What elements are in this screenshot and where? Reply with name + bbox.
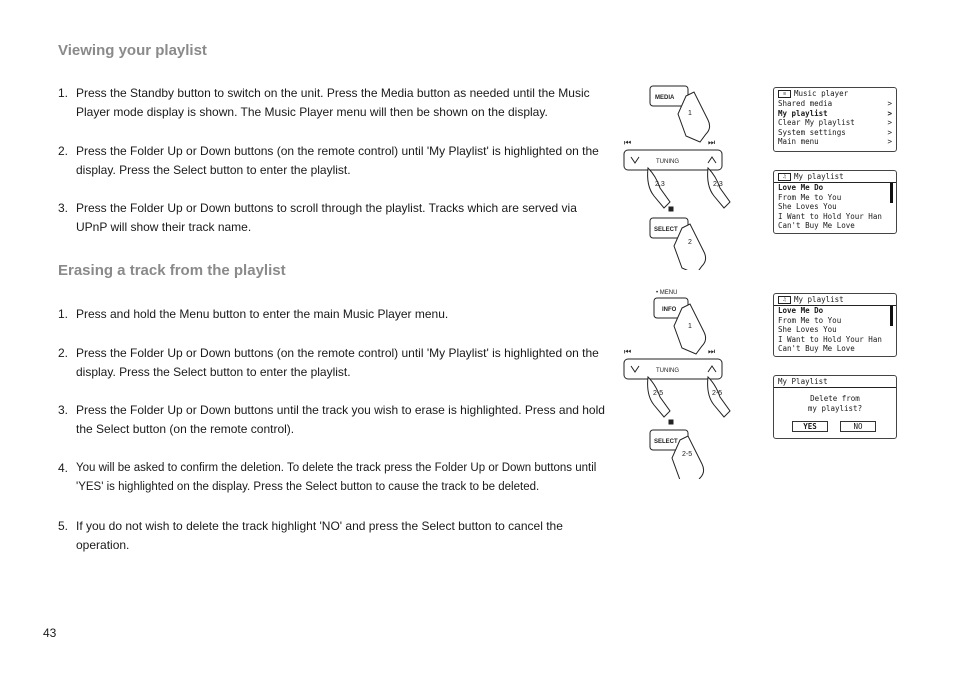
track-row	[774, 335, 896, 345]
stop-icon	[669, 207, 673, 211]
finger-number: 2-5	[653, 390, 664, 397]
confirm-line-2: my playlist?	[807, 403, 863, 413]
playlist-icon: ♫	[778, 173, 791, 181]
step-text: Press the Folder Up or Down buttons (on the remote control) until 'My Playlist' is highlighted on the display. Press the Select button to enter the playlist.	[76, 346, 599, 379]
step-text: Press the Folder Up or Down buttons to scroll through the playlist. Tracks which are served via UPnP will show their track name.	[76, 201, 577, 234]
up-arrow-icon	[708, 366, 716, 372]
step-view-3	[58, 199, 606, 237]
step-text: Press the Folder Up or Down buttons (on the remote control) until 'My Playlist' is highlighted on the display. Press the Select button to enter the playlist.	[76, 144, 599, 177]
remote-diagram-viewing	[618, 80, 748, 270]
media-button-label: MEDIA	[655, 95, 675, 101]
menu-row	[774, 99, 896, 109]
menu-label: • MENU	[656, 290, 678, 296]
step-text: If you do not wish to delete the track highlight 'NO' and press the Select button to cancel the operation.	[76, 519, 563, 552]
yes-button: YES	[792, 421, 828, 432]
track-name: She Loves You	[778, 202, 837, 212]
lcd-confirm-delete	[773, 375, 897, 439]
track-name: From Me to You	[778, 315, 842, 325]
step-number: 2.	[58, 144, 69, 158]
menu-row-label: Clear My playlist	[778, 118, 855, 128]
finger-number: 2,3	[655, 181, 665, 188]
step-text: Press the Folder Up or Down buttons until the track you wish to erase is highlighted. Press and hold the Select button (on the remote control).	[76, 403, 605, 436]
skip-back-icon: ⏮	[624, 138, 632, 147]
remote-diagram-erasing	[618, 284, 748, 479]
lcd-header	[774, 376, 896, 388]
down-arrow-icon	[631, 157, 639, 163]
info-button-label: INFO	[662, 307, 677, 313]
lcd-header	[774, 294, 896, 306]
up-arrow-icon	[708, 157, 716, 163]
finger-icon	[648, 168, 670, 208]
track-name: Love Me Do	[778, 183, 824, 192]
track-row	[774, 316, 896, 326]
track-name: She Loves You	[778, 325, 837, 335]
menu-row	[774, 118, 896, 128]
confirm-line-1: Delete from	[810, 394, 860, 403]
track-row	[774, 221, 896, 231]
menu-row-selected	[774, 109, 896, 119]
step-number: 1.	[58, 86, 69, 100]
step-number: 4.	[58, 461, 69, 475]
track-row	[774, 212, 896, 222]
step-erase-5	[58, 517, 606, 555]
lcd-header	[774, 171, 896, 183]
menu-row-label: My playlist	[778, 108, 828, 118]
step-number: 1.	[58, 307, 69, 321]
track-name: I Want to Hold Your Han	[778, 334, 882, 344]
finger-icon	[674, 224, 706, 270]
section-heading-erasing: Erasing a track from the playlist	[58, 262, 286, 279]
skip-forward-icon: ⏭	[708, 138, 716, 147]
track-name: Love Me Do	[778, 306, 824, 315]
lcd-header	[774, 88, 896, 99]
step-erase-1	[58, 305, 606, 324]
finger-number: 1	[688, 323, 692, 330]
chevron-right-icon: >	[887, 127, 892, 137]
stop-icon	[669, 420, 673, 424]
scrollbar	[890, 183, 893, 203]
step-number: 2.	[58, 346, 69, 360]
step-text: Press the Standby button to switch on the unit. Press the Media button as needed until the Music Player mode display is shown. The Music Player menu will then be shown on the display.	[76, 86, 590, 119]
lcd-music-player-menu	[773, 87, 897, 152]
chevron-right-icon: >	[887, 108, 892, 118]
track-row-selected	[774, 183, 896, 193]
finger-icon	[648, 377, 670, 417]
lcd-title: My playlist	[794, 294, 844, 304]
finger-number: 2	[688, 239, 692, 246]
lcd-title: My playlist	[794, 171, 844, 181]
select-button-label: SELECT	[654, 227, 678, 233]
lcd-title: My Playlist	[778, 376, 828, 386]
down-arrow-icon	[631, 366, 639, 372]
step-text: Press and hold the Menu button to enter the main Music Player menu.	[76, 307, 449, 321]
select-button-label: SELECT	[654, 439, 678, 445]
step-number: 5.	[58, 519, 69, 533]
scrollbar	[890, 306, 893, 326]
chevron-right-icon: >	[887, 137, 892, 147]
finger-number: 2-5	[682, 451, 693, 458]
track-name: Can't Buy Me Love	[778, 344, 855, 354]
step-number: 3.	[58, 403, 69, 417]
skip-forward-icon: ⏭	[708, 347, 716, 356]
step-erase-3	[58, 401, 606, 439]
finger-icon	[708, 377, 730, 417]
lcd-playlist-view	[773, 170, 897, 234]
tuning-label: TUNING	[656, 368, 679, 374]
step-erase-2	[58, 344, 606, 382]
menu-row	[774, 128, 896, 138]
menu-row	[774, 137, 896, 147]
lcd-title: Music player	[794, 88, 849, 98]
finger-icon	[678, 92, 710, 142]
track-row	[774, 202, 896, 212]
step-text: You will be asked to confirm the deletion. To delete the track press the Folder Up or Down buttons until 'YES' is highlighted on the display. Press the Select button to cause the track to be deleted.	[76, 462, 597, 493]
no-button: NO	[840, 421, 876, 432]
track-name: From Me to You	[778, 192, 842, 202]
section-heading-viewing: Viewing your playlist	[58, 42, 207, 59]
menu-row-label: Main menu	[778, 137, 819, 147]
finger-number: 2-5	[712, 390, 723, 397]
confirm-message	[774, 394, 896, 413]
step-view-1	[58, 84, 606, 122]
skip-back-icon: ⏮	[624, 347, 632, 356]
page-number: 43	[43, 626, 57, 640]
track-row	[774, 325, 896, 335]
finger-icon	[708, 168, 730, 208]
step-view-2	[58, 142, 606, 180]
menu-row-label: System settings	[778, 127, 846, 137]
track-row	[774, 344, 896, 354]
chevron-right-icon: >	[887, 99, 892, 108]
track-row-selected	[774, 306, 896, 316]
track-name: I Want to Hold Your Han	[778, 211, 882, 221]
lcd-playlist-erase	[773, 293, 897, 357]
step-number: 3.	[58, 201, 69, 215]
track-row	[774, 193, 896, 203]
step-erase-4	[58, 459, 606, 497]
playlist-icon: ♫	[778, 296, 791, 304]
tuning-label: TUNING	[656, 159, 679, 165]
finger-number: 2,3	[713, 181, 723, 188]
menu-row-label: Shared media	[778, 99, 833, 108]
music-player-icon: ≡	[778, 90, 791, 98]
finger-number: 1	[688, 110, 692, 117]
track-name: Can't Buy Me Love	[778, 221, 855, 231]
chevron-right-icon: >	[887, 118, 892, 128]
